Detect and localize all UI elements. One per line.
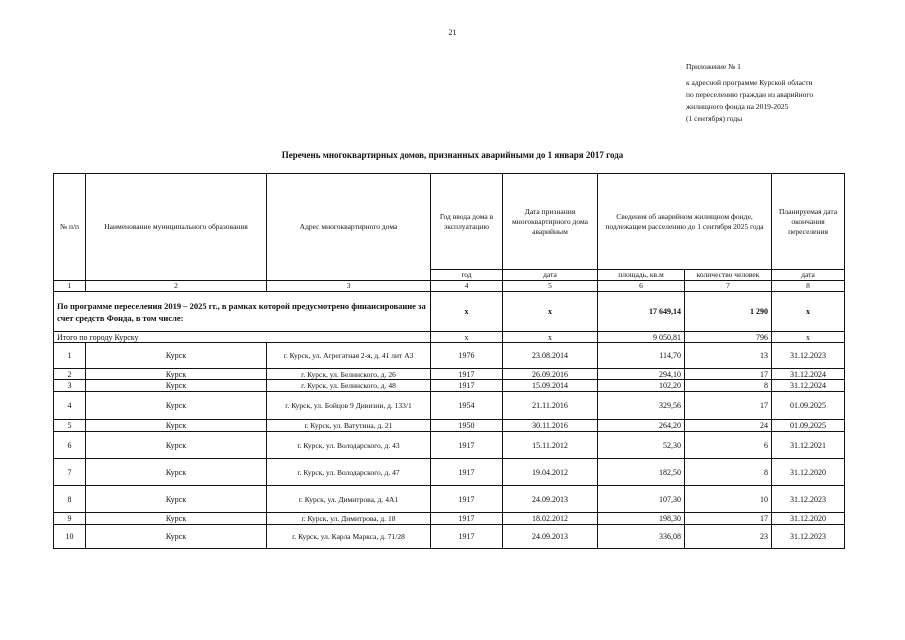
row-area: 294,10 bbox=[598, 369, 685, 380]
row-address: г. Курск, ул. Белинского, д. 26 bbox=[267, 369, 431, 380]
row-people: 23 bbox=[685, 525, 772, 549]
appendix-line: жилищного фонда на 2019-2025 bbox=[686, 102, 789, 111]
row-planned: 31.12.2020 bbox=[772, 513, 845, 525]
row-address: г. Курск, ул. Агрегатная 2-я, д. 41 лит А3 bbox=[267, 343, 431, 369]
header-planned: Планируемая дата окончания переселения bbox=[772, 174, 845, 270]
table-row bbox=[54, 392, 845, 420]
row-num: 5 bbox=[54, 420, 86, 432]
row-area: 114,70 bbox=[598, 343, 685, 369]
row-people: 17 bbox=[685, 369, 772, 380]
row-address: г. Курск, ул. Ватутина, д. 21 bbox=[267, 420, 431, 432]
row-year: 1917 bbox=[431, 380, 503, 392]
col-number: 4 bbox=[431, 281, 503, 292]
page-number: 21 bbox=[448, 28, 457, 37]
table-row bbox=[54, 343, 845, 369]
row-year: 1917 bbox=[431, 459, 503, 486]
row-planned: 31.12.2024 bbox=[772, 380, 845, 392]
row-address: г. Курск, ул. Бойцов 9 Дивизии, д. 133/1 bbox=[267, 392, 431, 420]
program-date: х bbox=[503, 292, 598, 332]
row-address: г. Курск, ул. Володарского, д. 47 bbox=[267, 459, 431, 486]
row-people: 10 bbox=[685, 486, 772, 513]
row-planned: 31.12.2021 bbox=[772, 432, 845, 459]
row-date: 21.11.2016 bbox=[503, 392, 598, 420]
row-date: 19.04.2012 bbox=[503, 459, 598, 486]
row-planned: 01.09.2025 bbox=[772, 392, 845, 420]
row-people: 24 bbox=[685, 420, 772, 432]
row-municipality: Курск bbox=[86, 432, 267, 459]
row-planned: 31.12.2023 bbox=[772, 486, 845, 513]
table-row bbox=[54, 380, 845, 392]
city-label: Итого по городу Курску bbox=[54, 332, 431, 343]
row-people: 6 bbox=[685, 432, 772, 459]
program-year: х bbox=[431, 292, 503, 332]
row-municipality: Курск bbox=[86, 343, 267, 369]
row-municipality: Курск bbox=[86, 369, 267, 380]
row-year: 1917 bbox=[431, 486, 503, 513]
col-number: 2 bbox=[86, 281, 267, 292]
unit-area: площадь, кв.м bbox=[598, 270, 685, 281]
row-municipality: Курск bbox=[86, 486, 267, 513]
row-date: 26.09.2016 bbox=[503, 369, 598, 380]
appendix-line: к адресной программе Курской области bbox=[686, 78, 813, 87]
program-people: 1 290 bbox=[685, 292, 772, 332]
program-planned: х bbox=[772, 292, 845, 332]
city-people: 796 bbox=[685, 332, 772, 343]
row-date: 24.09.2013 bbox=[503, 486, 598, 513]
row-area: 198,30 bbox=[598, 513, 685, 525]
row-address: г. Курск, ул. Володарского, д. 43 bbox=[267, 432, 431, 459]
row-people: 8 bbox=[685, 459, 772, 486]
row-area: 102,20 bbox=[598, 380, 685, 392]
row-year: 1954 bbox=[431, 392, 503, 420]
row-year: 1917 bbox=[431, 513, 503, 525]
table-row bbox=[54, 369, 845, 380]
header-municipality: Наименование муниципального образования bbox=[86, 174, 267, 281]
row-address: г. Курск, ул. Белинского, д. 48 bbox=[267, 380, 431, 392]
col-number: 3 bbox=[267, 281, 431, 292]
program-label: По программе переселения 2019 – 2025 гг., в рамках которой предусмотрено финансирование за счет средств Фонда, в том числе: bbox=[54, 292, 431, 332]
housing-table bbox=[53, 173, 845, 549]
row-address: г. Курск, ул. Димитрова, д. 4А1 bbox=[267, 486, 431, 513]
row-municipality: Курск bbox=[86, 513, 267, 525]
row-date: 18.02.2012 bbox=[503, 513, 598, 525]
row-planned: 31.12.2020 bbox=[772, 459, 845, 486]
row-year: 1917 bbox=[431, 525, 503, 549]
col-number: 8 bbox=[772, 281, 845, 292]
row-num: 10 bbox=[54, 525, 86, 549]
header-info: Сведения об аварийном жилищном фонде, подлежащем расселению до 1 сентября 2025 года bbox=[598, 174, 772, 270]
unit-date: дата bbox=[503, 270, 598, 281]
row-num: 2 bbox=[54, 369, 86, 380]
col-number: 5 bbox=[503, 281, 598, 292]
row-num: 9 bbox=[54, 513, 86, 525]
row-year: 1950 bbox=[431, 420, 503, 432]
row-num: 6 bbox=[54, 432, 86, 459]
unit-year: год bbox=[431, 270, 503, 281]
appendix-line: (1 сентября) годы bbox=[686, 114, 743, 123]
appendix-line: по переселению граждан из аварийного bbox=[686, 90, 814, 99]
row-year: 1917 bbox=[431, 369, 503, 380]
unit-people: количество человек bbox=[685, 270, 772, 281]
row-planned: 31.12.2023 bbox=[772, 343, 845, 369]
table-row bbox=[54, 420, 845, 432]
row-address: г. Курск, ул. Димитрова, д. 18 bbox=[267, 513, 431, 525]
row-year: 1976 bbox=[431, 343, 503, 369]
row-area: 52,30 bbox=[598, 432, 685, 459]
row-date: 15.09.2014 bbox=[503, 380, 598, 392]
table-row bbox=[54, 459, 845, 486]
table-row bbox=[54, 432, 845, 459]
row-municipality: Курск bbox=[86, 380, 267, 392]
row-municipality: Курск bbox=[86, 420, 267, 432]
city-total-row bbox=[54, 332, 845, 343]
row-area: 107,30 bbox=[598, 486, 685, 513]
row-municipality: Курск bbox=[86, 525, 267, 549]
program-total-row bbox=[54, 292, 845, 332]
col-number: 7 bbox=[685, 281, 772, 292]
row-num: 4 bbox=[54, 392, 86, 420]
row-num: 3 bbox=[54, 380, 86, 392]
row-area: 329,56 bbox=[598, 392, 685, 420]
row-num: 1 bbox=[54, 343, 86, 369]
row-area: 264,20 bbox=[598, 420, 685, 432]
col-number: 1 bbox=[54, 281, 86, 292]
column-numbers-row bbox=[54, 281, 845, 292]
row-num: 8 bbox=[54, 486, 86, 513]
row-planned: 31.12.2023 bbox=[772, 525, 845, 549]
row-date: 24.09.2013 bbox=[503, 525, 598, 549]
header-address: Адрес многоквартирного дома bbox=[267, 174, 431, 281]
row-area: 182,50 bbox=[598, 459, 685, 486]
row-date: 15.11.2012 bbox=[503, 432, 598, 459]
row-date: 23.08.2014 bbox=[503, 343, 598, 369]
row-people: 13 bbox=[685, 343, 772, 369]
header-date: Дата признания многоквартирного дома аварийным bbox=[503, 174, 598, 270]
row-address: г. Курск, ул. Карла Маркса, д. 71/28 bbox=[267, 525, 431, 549]
row-year: 1917 bbox=[431, 432, 503, 459]
appendix-title: Приложение № 1 bbox=[686, 62, 741, 71]
row-area: 336,08 bbox=[598, 525, 685, 549]
city-planned: х bbox=[772, 332, 845, 343]
row-people: 17 bbox=[685, 392, 772, 420]
header-num: № п/п bbox=[54, 174, 86, 281]
table-row bbox=[54, 513, 845, 525]
unit-planned: дата bbox=[772, 270, 845, 281]
appendix-note bbox=[686, 61, 886, 125]
city-date: х bbox=[503, 332, 598, 343]
row-date: 30.11.2016 bbox=[503, 420, 598, 432]
city-year: х bbox=[431, 332, 503, 343]
document-title: Перечень многоквартирных домов, признанных аварийными до 1 января 2017 года bbox=[281, 150, 624, 160]
program-area: 17 649,14 bbox=[598, 292, 685, 332]
row-people: 17 bbox=[685, 513, 772, 525]
row-num: 7 bbox=[54, 459, 86, 486]
row-municipality: Курск bbox=[86, 459, 267, 486]
header-year: Год ввода дома в эксплуатацию bbox=[431, 174, 503, 270]
table-row bbox=[54, 525, 845, 549]
row-municipality: Курск bbox=[86, 392, 267, 420]
table-row bbox=[54, 486, 845, 513]
header-row bbox=[54, 174, 845, 270]
row-planned: 01.09.2025 bbox=[772, 420, 845, 432]
col-number: 6 bbox=[598, 281, 685, 292]
row-planned: 31.12.2024 bbox=[772, 369, 845, 380]
row-people: 8 bbox=[685, 380, 772, 392]
city-area: 9 050,81 bbox=[598, 332, 685, 343]
